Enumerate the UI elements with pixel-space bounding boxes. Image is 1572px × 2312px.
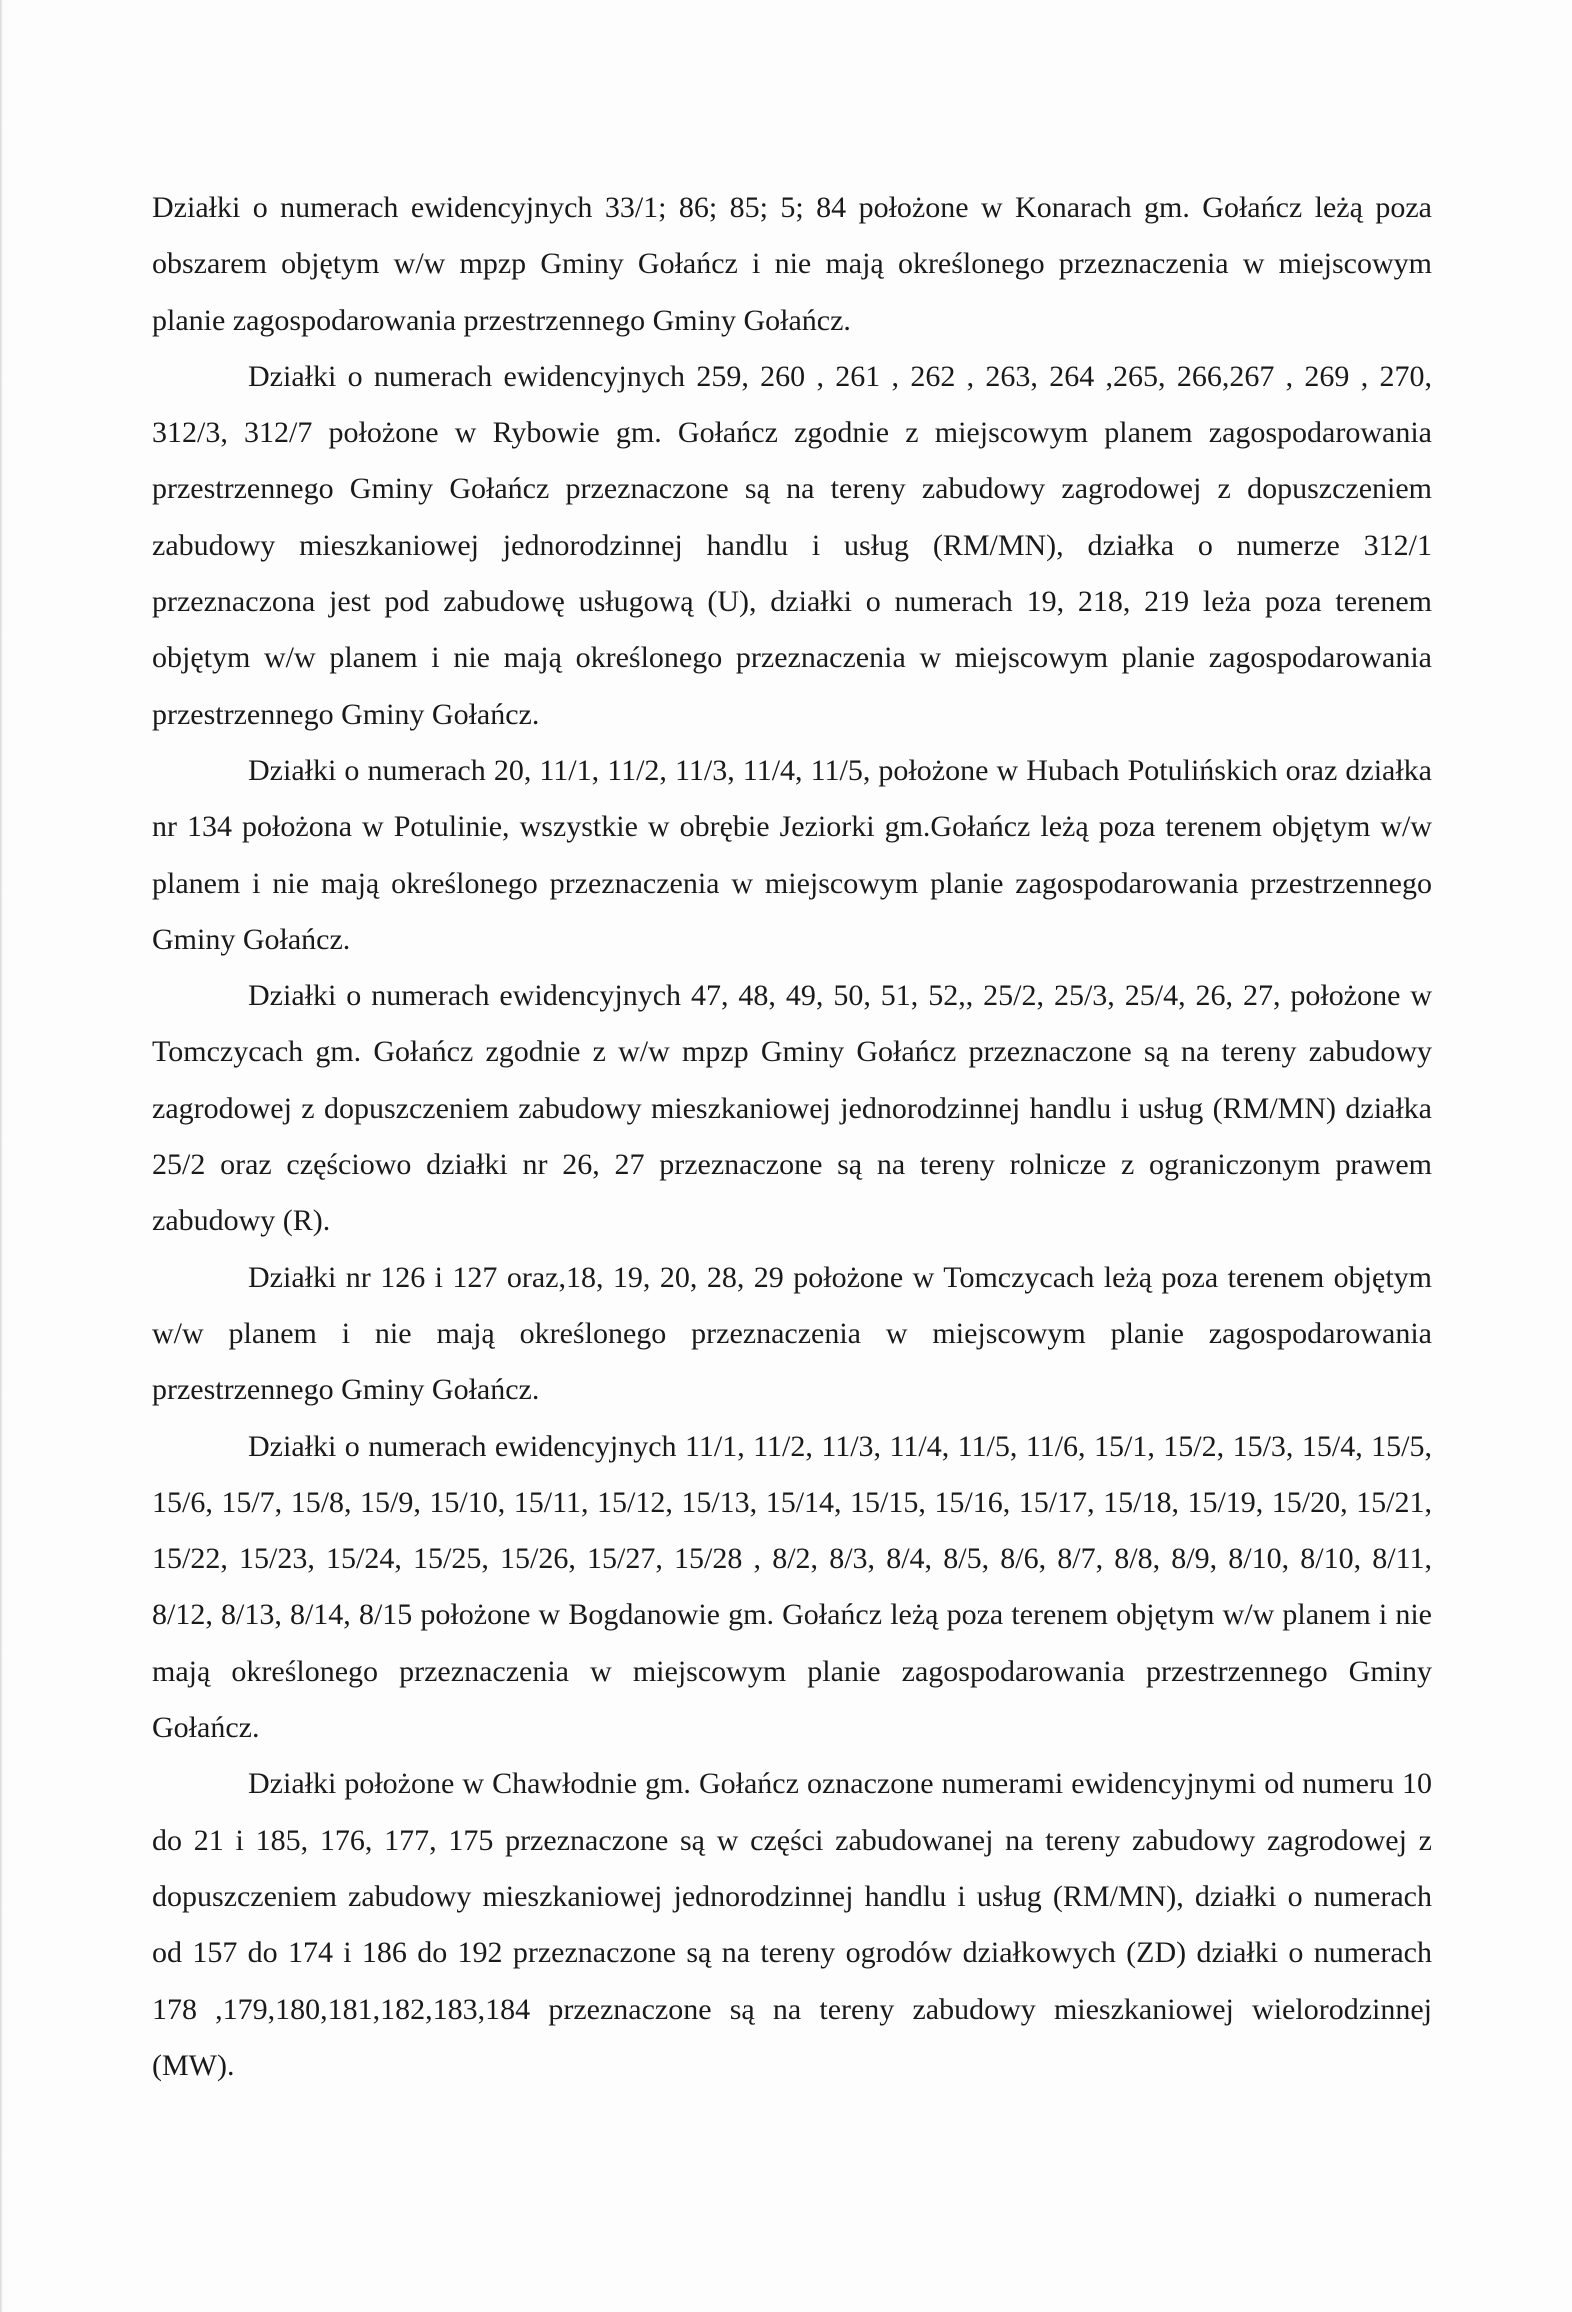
scan-edge — [0, 0, 3, 2312]
paragraph-bogdanowo: Działki o numerach ewidencyjnych 11/1, 11/2, 11/3, 11/4, 11/5, 11/6, 15/1, 15/2, 15/3, 15/4, 15/5, 15/6, 15/7, 15/8, 15/9, 15/10, 15/11, 15/12, 15/13, 15/14, 15/15, 15/16, 15/17, 15/18, 15/19, 15/20, 15/21, 15/22, 15/23, 15/24, 15/25, 15/26, 15/27, 15/28 , 8/2, 8/3, 8/4, 8/5, 8/6, 8/7, 8/8, 8/9, 8/10, 8/10, 8/11, 8/12, 8/13, 8/14, 8/15 położone w Bogdanowie gm. Gołańcz leżą poza terenem objętym w/w planem i nie mają określonego przeznaczenia w miejscowym planie zagospodarowania przestrzennego Gminy Gołańcz. — [152, 1429, 1432, 1745]
paragraph-huby-potulinskie: Działki o numerach 20, 11/1, 11/2, 11/3, 11/4, 11/5, położone w Hubach Potulińskich oraz działka nr 134 położona w Potulinie, wszystkie w obrębie Jeziorki gm.Gołańcz leżą poza terenem objętym w/w planem i nie mają określonego przeznaczenia w miejscowym planie zagospodarowania przestrzennego Gminy Gołańcz. — [152, 753, 1432, 956]
paragraph-tomczyce-outside: Działki nr 126 i 127 oraz,18, 19, 20, 28, 29 położone w Tomczycach leżą poza terenem objętym w/w planem i nie mają określonego przeznaczenia w miejscowym planie zagospodarowania przestrzennego Gminy Gołańcz. — [152, 1260, 1432, 1407]
document-body — [152, 180, 1432, 2094]
paragraph-tomczyce-planned: Działki o numerach ewidencyjnych 47, 48, 49, 50, 51, 52,, 25/2, 25/3, 25/4, 26, 27, położone w Tomczycach gm. Gołańcz zgodnie z w/w mpzp Gminy Gołańcz przeznaczone są na tereny zabudowy zagrodowej z dopuszczeniem zabudowy mieszkaniowej jednorodzinnej handlu i usług (RM/MN) działka 25/2 oraz częściowo działki nr 26, 27 przeznaczone są na tereny rolnicze z ograniczonym prawem zabudowy (R). — [152, 979, 1432, 1238]
paragraph-rybowo: Działki o numerach ewidencyjnych 259, 260 , 261 , 262 , 263, 264 ,265, 266,267 , 269 , 270, 312/3, 312/7 położone w Rybowie gm. Gołańcz zgodnie z miejscowym planem zagospodarowania przestrzennego Gminy Gołańcz przeznaczone są na tereny zabudowy zagrodowej z dopuszczeniem zabudowy mieszkaniowej jednorodzinnej handlu i usług (RM/MN), działka o numerze 312/1 przeznaczona jest pod zabudowę usługową (U), działki o numerach 19, 218, 219 leża poza terenem objętym w/w planem i nie mają określonego przeznaczenia w miejscowym planie zagospodarowania przestrzennego Gminy Gołańcz. — [152, 359, 1432, 731]
paragraph-konary: Działki o numerach ewidencyjnych 33/1; 86; 85; 5; 84 położone w Konarach gm. Gołańcz leżą poza obszarem objętym w/w mpzp Gminy Gołańcz i nie mają określonego przeznaczenia w miejscowym planie zagospodarowania przestrzennego Gminy Gołańcz. — [152, 191, 1432, 337]
paragraph-chawlodno: Działki położone w Chawłodnie gm. Gołańcz oznaczone numerami ewidencyjnymi od numeru 10 do 21 i 185, 176, 177, 175 przeznaczone są w części zabudowanej na tereny zabudowy zagrodowej z dopuszczeniem zabudowy mieszkaniowej jednorodzinnej handlu i usług (RM/MN), działki o numerach od 157 do 174 i 186 do 192 przeznaczone są na tereny ogrodów działkowych (ZD) działki o numerach 178 ,179,180,181,182,183,184 przeznaczone są na tereny zabudowy mieszkaniowej wielorodzinnej (MW). — [152, 1767, 1432, 2082]
